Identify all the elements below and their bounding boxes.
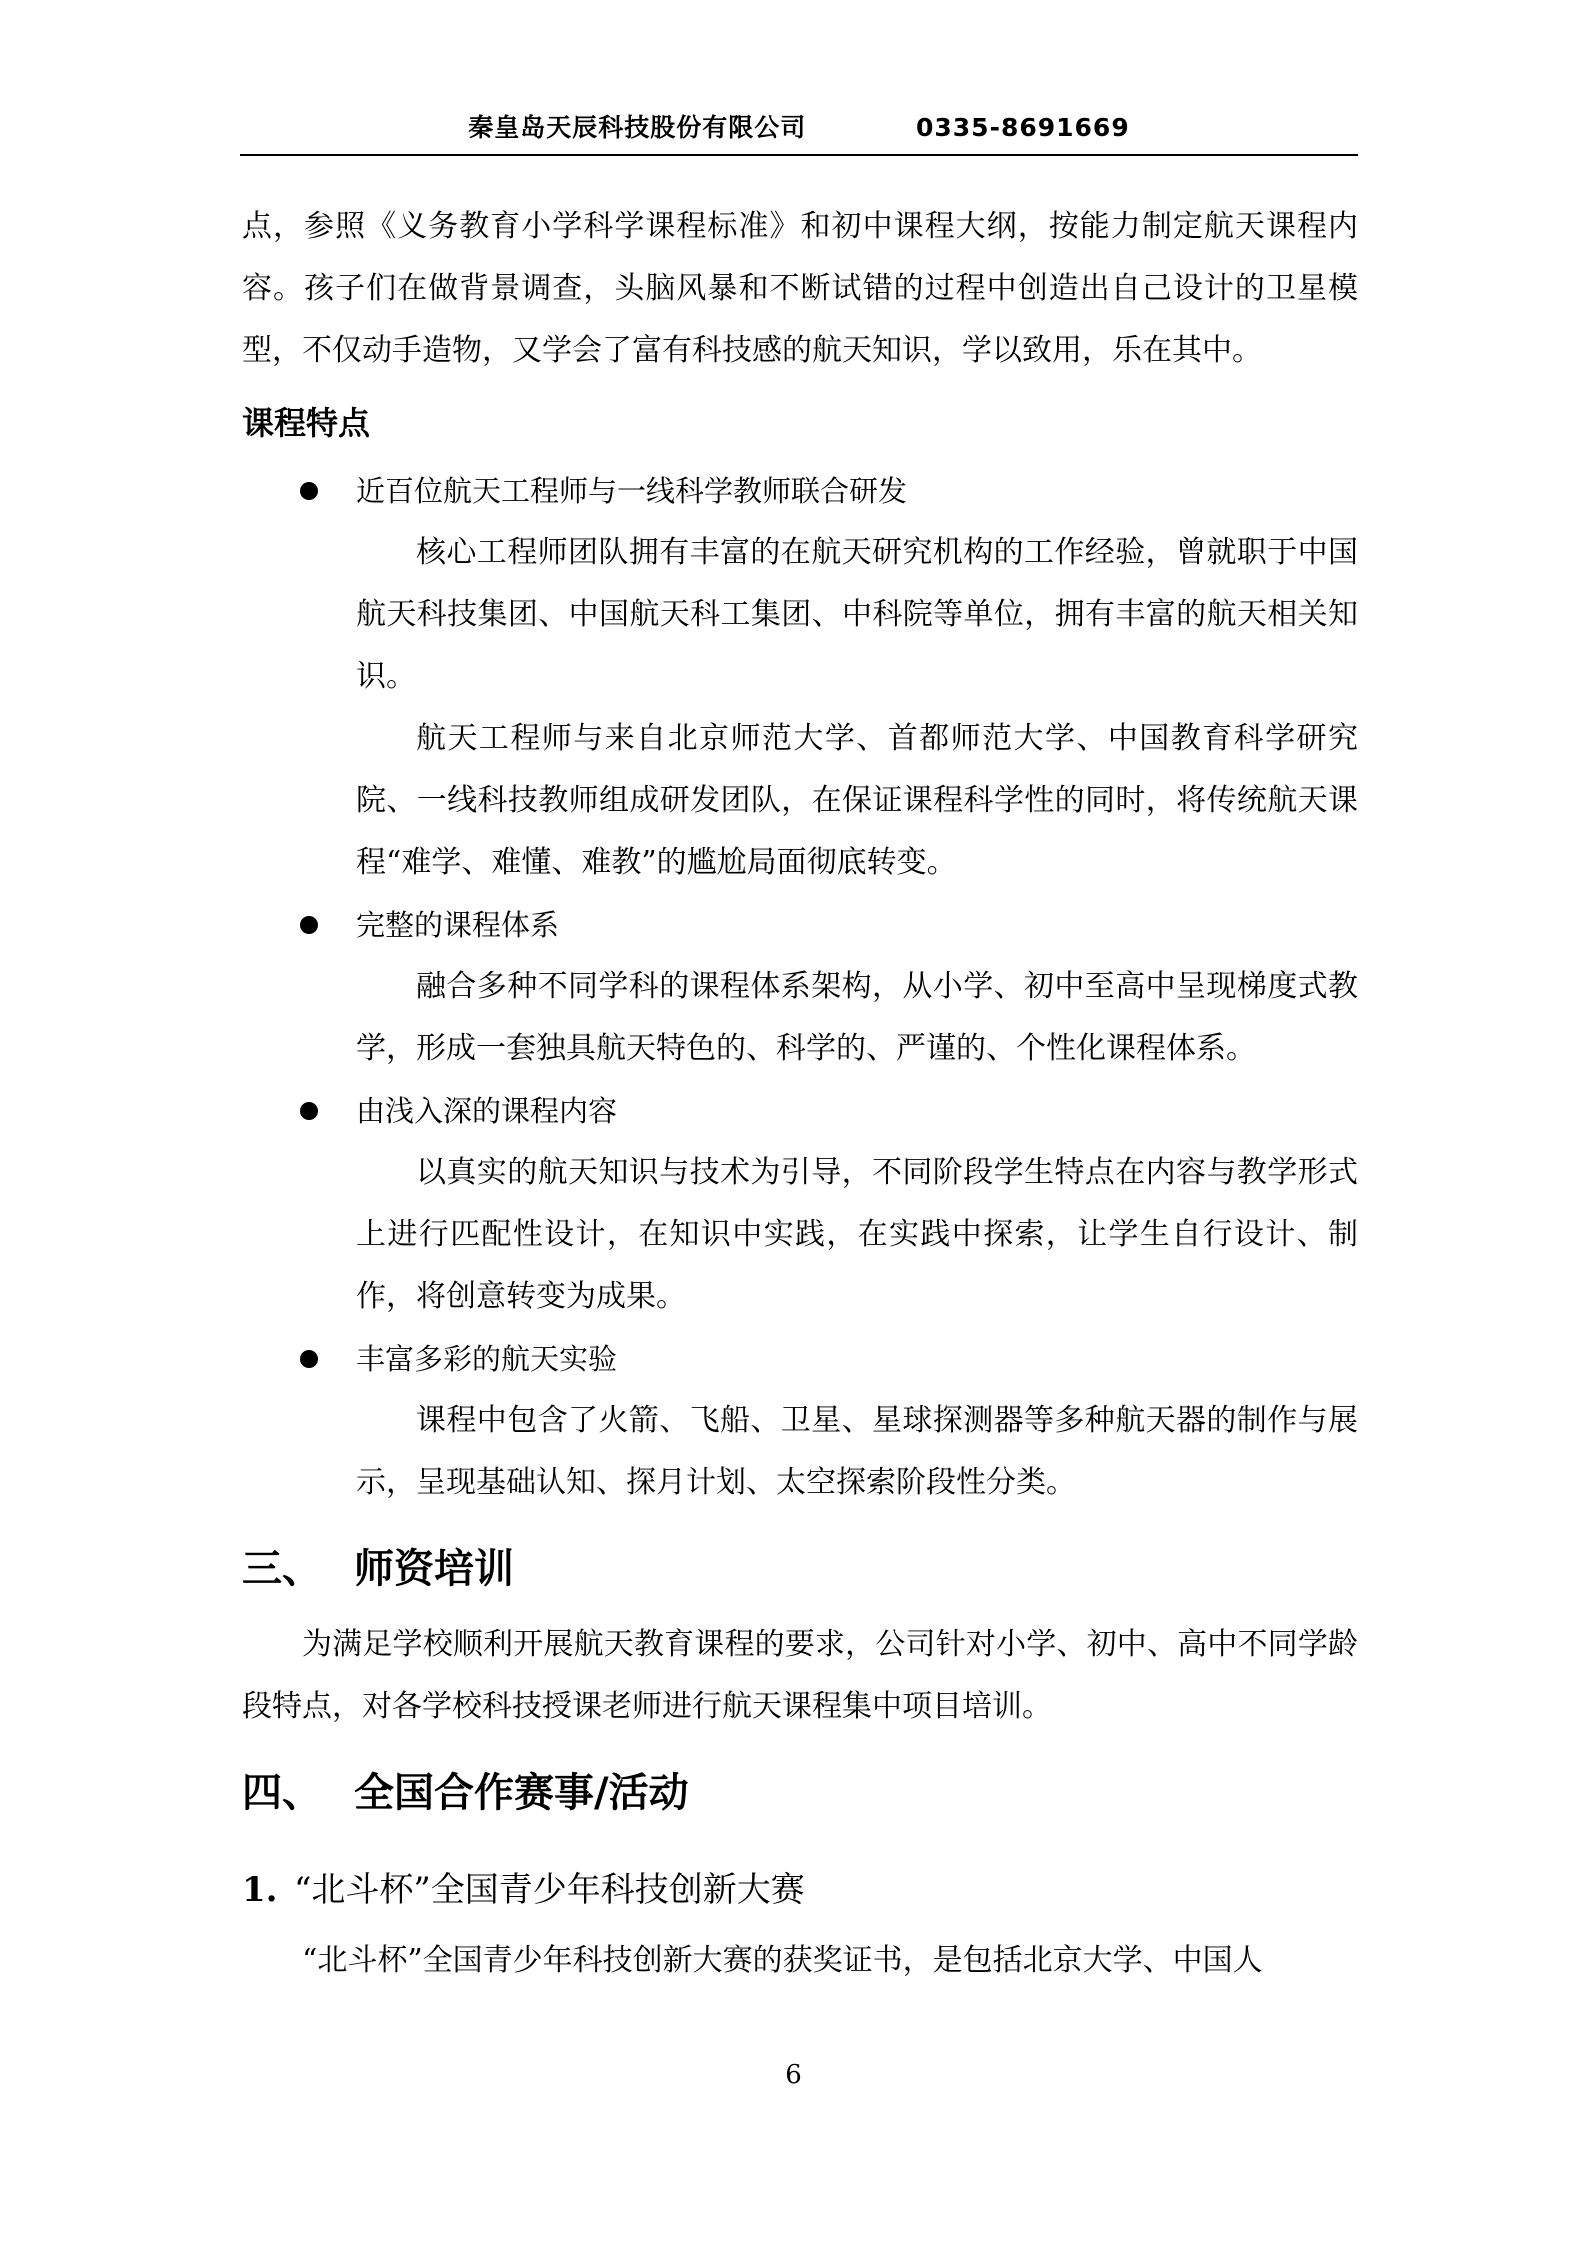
section-3-heading — [242, 1524, 1358, 1614]
section-4-title: 全国合作赛事/活动 — [354, 1770, 689, 1816]
section-3-title: 师资培训 — [354, 1546, 514, 1592]
feature-item-2-title: 完整的课程体系 — [356, 908, 560, 942]
feature-item-4-title-row — [242, 1328, 1358, 1390]
bullet-icon — [300, 482, 318, 500]
feature-item-4-paragraph-1: 课程中包含了火箭、飞船、卫星、星球探测器等多种航天器的制作与展示，呈现基础认知、探月计划、太空探索阶段性分类。 — [356, 1403, 1358, 1500]
page-content — [242, 196, 1358, 1992]
subsection-1-paragraph: “北斗杯”全国青少年科技创新大赛的获奖证书，是包括北京大学、中国人 — [302, 1943, 1263, 1978]
features-heading: 课程特点 — [242, 404, 371, 442]
feature-item-1-paragraph-1: 核心工程师团队拥有丰富的在航天研究机构的工作经验，曾就职于中国航天科技集团、中国航天科工集团、中科院等单位，拥有丰富的航天相关知识。 — [356, 535, 1358, 694]
header-rule — [240, 154, 1358, 156]
feature-item-3-title: 由浅入深的课程内容 — [356, 1094, 618, 1128]
header-company: 秦皇岛天辰科技股份有限公司 — [468, 113, 807, 142]
feature-item-4-title: 丰富多彩的航天实验 — [356, 1342, 618, 1376]
page-number: 6 — [785, 2060, 802, 2090]
section-4-number: 四、 — [242, 1770, 322, 1816]
section-4-heading — [242, 1748, 1358, 1838]
header-phone: 0335-8691669 — [916, 113, 1130, 142]
intro-paragraph: 点，参照《义务教育小学科学课程标准》和初中课程大纲，按能力制定航天课程内容。孩子们在做背景调查，头脑风暴和不断试错的过程中创造出自己设计的卫星模型，不仅动手造物，又学会了富有科技感的航天知识，学以致用，乐在其中。 — [242, 209, 1358, 368]
subsection-1-number: 1. — [242, 1870, 278, 1910]
subsection-1-heading — [242, 1850, 1358, 1930]
section-3-paragraph: 为满足学校顺利开展航天教育课程的要求，公司针对小学、初中、高中不同学龄段特点，对各学校科技授课老师进行航天课程集中项目培训。 — [242, 1627, 1358, 1724]
subsection-1-title: “北斗杯”全国青少年科技创新大赛 — [294, 1870, 805, 1910]
bullet-icon — [300, 1350, 318, 1368]
bullet-icon — [300, 916, 318, 934]
feature-item-1-paragraph-2: 航天工程师与来自北京师范大学、首都师范大学、中国教育科学研究院、一线科技教师组成研发团队，在保证课程科学性的同时，将传统航天课程“难学、难懂、难教”的尴尬局面彻底转变。 — [356, 721, 1358, 880]
feature-item-3-paragraph-1: 以真实的航天知识与技术为引导，不同阶段学生特点在内容与教学形式上进行匹配性设计，在知识中实践，在实践中探索，让学生自行设计、制作，将创意转变为成果。 — [356, 1155, 1358, 1314]
bullet-icon — [300, 1102, 318, 1120]
feature-item-3-title-row — [242, 1080, 1358, 1142]
feature-item-2-paragraph-1: 融合多种不同学科的课程体系架构，从小学、初中至高中呈现梯度式教学，形成一套独具航天特色的、科学的、严谨的、个性化课程体系。 — [356, 969, 1358, 1066]
feature-item-2-title-row — [242, 894, 1358, 956]
feature-item-1-title: 近百位航天工程师与一线科学教师联合研发 — [356, 474, 908, 508]
section-3-number: 三、 — [242, 1546, 322, 1592]
page-header — [240, 108, 1358, 154]
feature-item-1-title-row — [242, 460, 1358, 522]
